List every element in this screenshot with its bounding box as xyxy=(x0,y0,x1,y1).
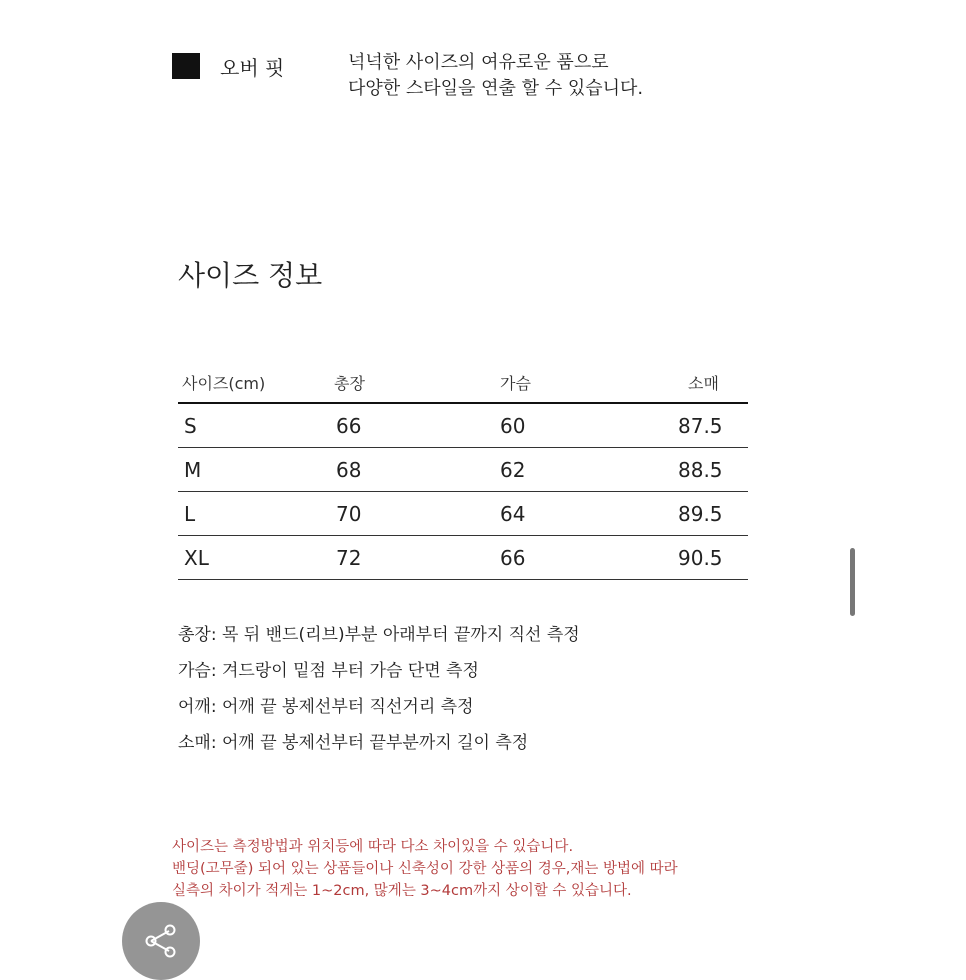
cell-size: L xyxy=(184,502,196,526)
cell-length: 70 xyxy=(336,502,362,526)
cell-size: S xyxy=(184,414,197,438)
share-icon xyxy=(141,921,181,961)
fit-label: 오버 핏 xyxy=(220,56,285,80)
header-size: 사이즈(cm) xyxy=(182,374,266,393)
cell-size: XL xyxy=(184,546,209,570)
note-sleeve: 소매: 어깨 끝 봉제선부터 끝부분까지 길이 측정 xyxy=(178,733,529,753)
cell-size: M xyxy=(184,458,202,482)
size-table-header xyxy=(178,366,748,404)
cell-length: 66 xyxy=(336,414,362,438)
note-shoulder: 어깨: 어깨 끝 봉제선부터 직선거리 측정 xyxy=(178,697,474,717)
size-disclaimer xyxy=(172,836,678,902)
fit-marker-square xyxy=(172,53,200,79)
table-row xyxy=(178,448,748,492)
cell-sleeve: 87.5 xyxy=(678,414,723,438)
size-info-title: 사이즈 정보 xyxy=(178,259,323,292)
disclaimer-line: 사이즈는 측정방법과 위치등에 따라 다소 차이있을 수 있습니다. xyxy=(172,839,574,855)
header-length: 총장 xyxy=(334,374,365,393)
table-row xyxy=(178,492,748,536)
disclaimer-line: 밴딩(고무줄) 되어 있는 상품들이나 신축성이 강한 상품의 경우,재는 방법에 따라 xyxy=(172,861,678,877)
scrollbar-thumb[interactable] xyxy=(850,548,855,616)
cell-chest: 60 xyxy=(500,414,526,438)
cell-sleeve: 89.5 xyxy=(678,502,723,526)
fit-description xyxy=(348,50,643,102)
disclaimer-line: 실측의 차이가 적게는 1~2cm, 많게는 3~4cm까지 상이할 수 있습니다. xyxy=(172,883,632,899)
cell-chest: 64 xyxy=(500,502,526,526)
share-button[interactable] xyxy=(122,902,200,980)
table-row xyxy=(178,404,748,448)
cell-sleeve: 90.5 xyxy=(678,546,723,570)
cell-chest: 62 xyxy=(500,458,526,482)
cell-chest: 66 xyxy=(500,546,526,570)
table-row xyxy=(178,536,748,580)
cell-length: 68 xyxy=(336,458,362,482)
cell-sleeve: 88.5 xyxy=(678,458,723,482)
header-sleeve: 소매 xyxy=(688,374,719,393)
note-chest: 가슴: 겨드랑이 밑점 부터 가슴 단면 측정 xyxy=(178,661,479,681)
size-table xyxy=(178,366,748,580)
cell-length: 72 xyxy=(336,546,362,570)
fit-description-line: 다양한 스타일을 연출 할 수 있습니다. xyxy=(348,78,644,99)
fit-description-line: 넉넉한 사이즈의 여유로운 품으로 xyxy=(348,52,609,73)
measurement-notes xyxy=(178,620,580,764)
header-chest: 가슴 xyxy=(500,374,531,393)
note-length: 총장: 목 뒤 밴드(리브)부분 아래부터 끝까지 직선 측정 xyxy=(178,625,580,645)
